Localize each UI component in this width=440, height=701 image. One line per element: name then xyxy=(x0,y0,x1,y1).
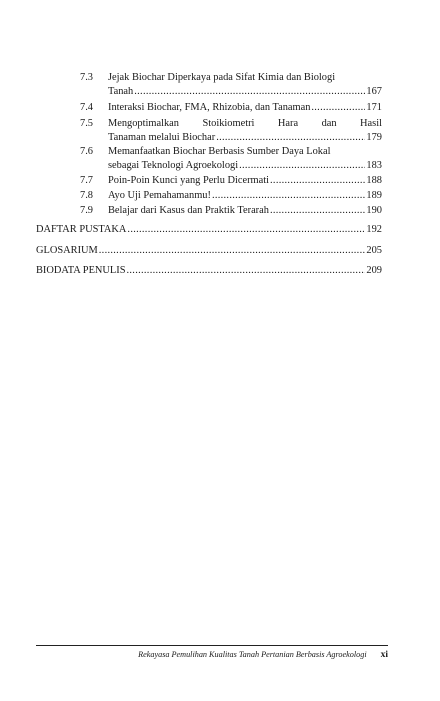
footer-page-number: xi xyxy=(380,650,388,660)
section-number: 7.9 xyxy=(80,205,93,216)
section-title-line1: Jejak Biochar Diperkaya pada Sifat Kimia dan Biologi xyxy=(108,72,336,83)
chapter-title: GLOSARIUM xyxy=(36,245,98,256)
page-number: 171 xyxy=(366,102,382,113)
dot-leader xyxy=(127,264,366,278)
page-number: 188 xyxy=(366,175,382,186)
section-number: 7.7 xyxy=(80,175,93,186)
dot-leader xyxy=(239,159,365,173)
section-title: Ayo Uji Pemahamanmu! xyxy=(108,190,211,201)
section-title-line1: Mengoptimalkan Stoikiometri Hara dan Hasil xyxy=(108,118,382,129)
dot-leader xyxy=(270,174,365,188)
page-number: 167 xyxy=(366,85,382,97)
section-title-line2: sebagai Teknologi Agroekologi xyxy=(108,159,239,171)
section-number: 7.6 xyxy=(80,146,93,157)
page-number: 189 xyxy=(366,190,382,201)
dot-leader xyxy=(134,85,365,99)
dot-leader xyxy=(270,204,365,218)
page-footer xyxy=(36,649,388,661)
section-title-line2: Tanah xyxy=(108,85,134,97)
page-number: 190 xyxy=(366,205,382,216)
chapter-title: BIODATA PENULIS xyxy=(36,265,126,276)
dot-leader xyxy=(212,189,365,203)
section-number: 7.4 xyxy=(80,102,93,113)
dot-leader xyxy=(99,244,366,258)
toc-entry-glosarium[interactable] xyxy=(36,244,382,258)
section-title-line2: Tanaman melalui Biochar xyxy=(108,131,216,143)
section-title: Poin-Poin Kunci yang Perlu Dicermati xyxy=(108,175,270,186)
footer-book-title: Rekayasa Pemulihan Kualitas Tanah Pertanian Berbasis Agroekologi xyxy=(138,650,367,659)
section-number: 7.5 xyxy=(80,118,93,129)
section-title: Interaksi Biochar, FMA, Rhizobia, dan Tanaman xyxy=(108,102,311,113)
page-number: 192 xyxy=(366,224,382,235)
section-title-line1: Memanfaatkan Biochar Berbasis Sumber Daya Lokal xyxy=(108,146,331,157)
dot-leader xyxy=(216,131,365,145)
section-number: 7.3 xyxy=(80,72,93,83)
page-number: 209 xyxy=(366,265,382,276)
toc-entry-daftar-pustaka[interactable] xyxy=(36,223,382,237)
dot-leader xyxy=(311,101,365,115)
section-title: Belajar dari Kasus dan Praktik Terarah xyxy=(108,205,269,216)
page-number: 205 xyxy=(366,245,382,256)
footer-divider xyxy=(36,645,388,646)
page-number: 179 xyxy=(366,131,382,143)
chapter-title: DAFTAR PUSTAKA xyxy=(36,224,127,235)
section-number: 7.8 xyxy=(80,190,93,201)
page-number: 183 xyxy=(366,159,382,171)
toc-entry-biodata-penulis[interactable] xyxy=(36,264,382,278)
dot-leader xyxy=(127,223,365,237)
